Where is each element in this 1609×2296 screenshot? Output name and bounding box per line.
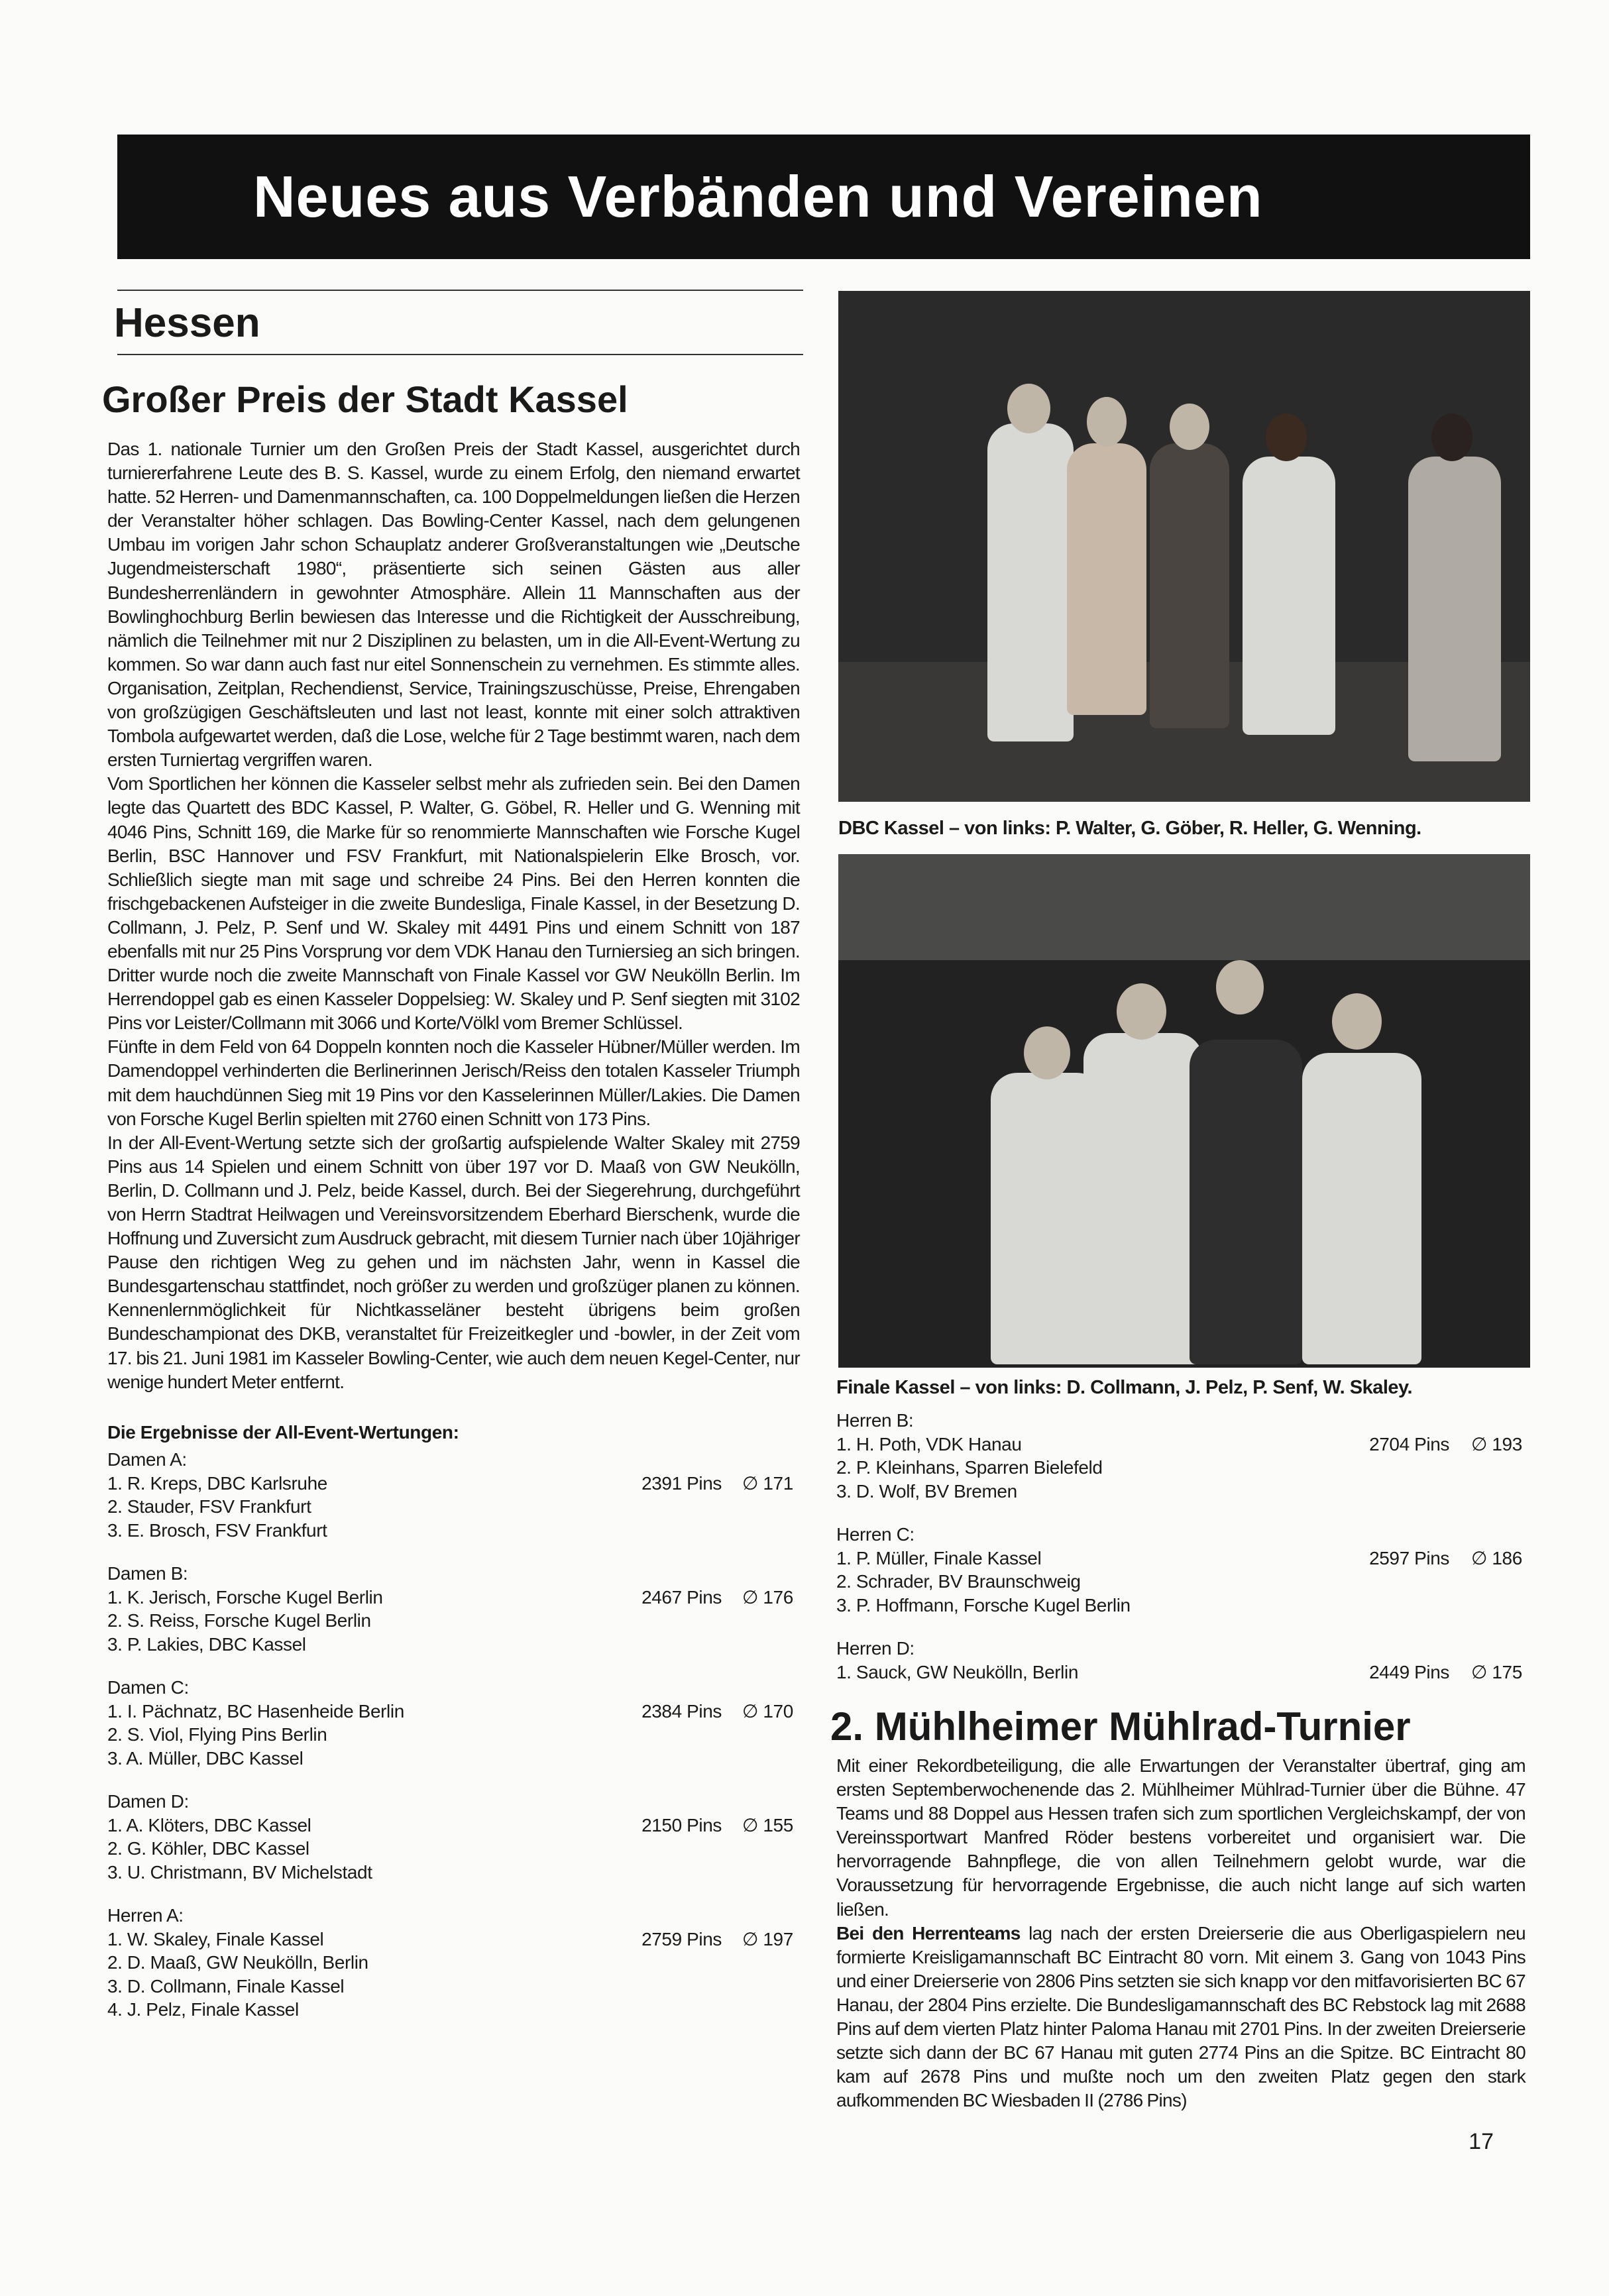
result-average: ∅ 186 — [1471, 1547, 1522, 1568]
result-average: ∅ 197 — [742, 1928, 793, 1949]
article-title: Großer Preis der Stadt Kassel — [102, 378, 628, 420]
result-name: 1. I. Pächnatz, BC Hasenheide Berlin — [107, 1700, 404, 1722]
result-group-label: Herren A: — [107, 1905, 184, 1926]
left-column — [102, 378, 800, 2042]
result-row — [836, 1456, 1526, 1480]
result-name: 3. E. Brosch, FSV Frankfurt — [107, 1519, 327, 1541]
result-pins: 2704 Pins — [1369, 1433, 1449, 1454]
result-average: ∅ 155 — [742, 1814, 793, 1835]
result-name: 4. J. Pelz, Finale Kassel — [107, 1999, 299, 2020]
result-row — [836, 1594, 1526, 1617]
result-row — [107, 1747, 800, 1771]
result-name: 3. P. Lakies, DBC Kassel — [107, 1633, 306, 1655]
result-name: 3. A. Müller, DBC Kassel — [107, 1747, 304, 1769]
result-pins: 2150 Pins — [641, 1814, 722, 1835]
result-name: 1. R. Kreps, DBC Karlsruhe — [107, 1472, 327, 1494]
result-name: 2. Schrader, BV Braunschweig — [836, 1571, 1081, 1592]
result-row — [107, 1495, 800, 1519]
result-group — [107, 1790, 800, 1884]
result-pins: 2597 Pins — [1369, 1547, 1449, 1568]
result-row — [836, 1433, 1526, 1456]
result-row — [107, 1633, 800, 1657]
paragraph: Mit einer Rekordbeteiligung, die alle Erwartungen der Veranstalter übertraf, ging am ersten Septemberwochenende das 2. Mühlheimer Mühlrad-Turnier über die Bühne. 47 Teams und 88 Doppel aus Hessen trafen sich zum sportlichen Vergleichskampf, der von Vereinssportwart Manfred Röder bestens vorbereitet und organisiert war. Die hervorragende Bahnpflege, die von allen Teilnehmern gelobt wurde, war die Voraussetzung für hervorragende Ergebnisse, die auch nicht lange auf sich warten ließen. — [836, 1755, 1526, 1920]
paragraph-text: lag nach der ersten Dreierserie die aus Oberligaspielern neu formierte Kreisligamannschaft BC Eintracht 80 vorn. Mit einem 3. Gang von 1043 Pins und einer Dreierserie von 2806 Pins setzten sie sich knapp vor den mitfavorisierten BC 67 Hanau, der 2804 Pins erzielte. Die Bundesligamannschaft des BC Rebstock lag mit 2688 Pins auf dem vierten Platz hinter Paloma Hanau mit 2701 Pins. In der zweiten Dreierserie setzte sich dann der BC 67 Hanau mit guten 2774 Pins an die Spitze. BC Eintracht 80 kam auf 2678 Pins und mußte noch um den zweiten Platz gegen den stark aufkommenden BC Wiesbaden II (2786 Pins) — [836, 1922, 1526, 2111]
divider — [117, 290, 803, 291]
result-group — [107, 1562, 800, 1656]
result-group-label: Herren B: — [836, 1410, 914, 1431]
result-row — [836, 1661, 1526, 1684]
result-pins: 2759 Pins — [641, 1928, 722, 1949]
result-row — [107, 1586, 800, 1610]
result-group — [107, 1904, 800, 2022]
result-row — [107, 1951, 800, 1975]
article-body — [836, 1754, 1526, 2112]
result-name: 3. P. Hoffmann, Forsche Kugel Berlin — [836, 1594, 1131, 1615]
result-name: 2. S. Viol, Flying Pins Berlin — [107, 1724, 327, 1745]
result-name: 1. Sauck, GW Neukölln, Berlin — [836, 1661, 1078, 1682]
result-row — [107, 1975, 800, 1998]
photo-caption: Finale Kassel – von links: D. Collmann, J. Pelz, P. Senf, W. Skaley. — [836, 1377, 1413, 1398]
results-right — [836, 1409, 1526, 1684]
result-row — [107, 1519, 800, 1543]
results-heading: Die Ergebnisse der All-Event-Wertungen: — [107, 1421, 459, 1443]
result-average: ∅ 193 — [1471, 1433, 1522, 1454]
result-average: ∅ 170 — [742, 1700, 793, 1722]
result-row — [836, 1570, 1526, 1594]
result-average: ∅ 175 — [1471, 1661, 1522, 1682]
results-left — [107, 1421, 800, 2022]
result-row — [107, 1837, 800, 1861]
result-group-label: Damen B: — [107, 1563, 188, 1584]
result-name: 3. D. Collmann, Finale Kassel — [107, 1975, 345, 1996]
result-row — [107, 1609, 800, 1633]
result-pins: 2384 Pins — [641, 1700, 722, 1722]
result-group-label: Damen A: — [107, 1449, 187, 1470]
result-row — [107, 1998, 800, 2022]
paragraph — [836, 1922, 1526, 2113]
result-row — [107, 1928, 800, 1951]
result-name: 1. W. Skaley, Finale Kassel — [107, 1928, 324, 1949]
result-name: 1. K. Jerisch, Forsche Kugel Berlin — [107, 1586, 383, 1608]
divider — [117, 354, 803, 355]
result-row — [836, 1480, 1526, 1503]
result-pins: 2449 Pins — [1369, 1661, 1449, 1682]
result-row — [107, 1861, 800, 1885]
result-average: ∅ 171 — [742, 1472, 793, 1494]
result-name: 1. P. Müller, Finale Kassel — [836, 1547, 1042, 1568]
result-name: 3. U. Christmann, BV Michelstadt — [107, 1861, 372, 1883]
result-group-label: Damen C: — [107, 1677, 189, 1698]
result-group — [836, 1523, 1526, 1617]
result-row — [836, 1547, 1526, 1570]
result-name: 2. D. Maaß, GW Neukölln, Berlin — [107, 1952, 368, 1973]
team-photo-men — [838, 854, 1530, 1368]
page-number: 17 — [1469, 2129, 1494, 2155]
result-group — [107, 1676, 800, 1770]
result-name: 1. A. Klöters, DBC Kassel — [107, 1814, 311, 1835]
paragraph: Das 1. nationale Turnier um den Großen Preis der Stadt Kassel, ausgerichtet durch turniererfahrene Leute des B. S. Kassel, wurde zu einem Erfolg, den niemand erwartet hatte. 52 Herren- und Damenmannschaften, ca. 100 Doppelmeldungen ließen die Herzen der Veranstalter höher schlagen. Das Bowling-Center Kassel, nach dem gelungenen Umbau im vorigen Jahr schon Schauplatz anderer Großveranstaltungen wie „Deutsche Jugendmeisterschaft 1980“, präsentierte sich seinen Gästen aus aller Bundesherrenländern in gewohnter Atmosphäre. Allein 11 Mannschaften aus der Bowlinghochburg Berlin bewiesen das Interesse und die Richtigkeit der Ausschreibung, nämlich die Teilnehmer mit nur 2 Disziplinen zu belasten, um in die All-Event-Wertung zu kommen. So war dann auch fast nur eitel Sonnenschein zu vernehmen. Es stimmte alles. Organisation, Zeitplan, Rechendienst, Service, Trainingszuschüsse, Preise, Ehrengaben von großzügigen Geschäftsleuten und last not least, konnte mit einer solch attraktiven Tombola aufgewartet werden, daß die Lose, welche für 2 Tage bestimmt waren, nach dem ersten Turniertag vergriffen waren. — [107, 439, 800, 771]
result-name: 2. S. Reiss, Forsche Kugel Berlin — [107, 1610, 371, 1631]
result-group — [107, 1448, 800, 1542]
result-name: 1. H. Poth, VDK Hanau — [836, 1433, 1022, 1454]
result-name: 3. D. Wolf, BV Bremen — [836, 1480, 1017, 1502]
banner-title: Neues aus Verbänden und Vereinen — [253, 164, 1263, 229]
article-body — [107, 437, 800, 1394]
result-group-label: Herren D: — [836, 1638, 915, 1659]
result-average: ∅ 176 — [742, 1586, 793, 1608]
result-name: 2. G. Köhler, DBC Kassel — [107, 1838, 309, 1859]
result-name: 2. P. Kleinhans, Sparren Bielefeld — [836, 1457, 1103, 1478]
paragraph: Vom Sportlichen her können die Kasseler selbst mehr als zufrieden sein. Bei den Damen legte das Quartett des BDC Kassel, P. Walter, G. Göbel, R. Heller und G. Wenning mit 4046 Pins, Schnitt 169, die Marke für so renommierte Mannschaften wie Forsche Kugel Berlin, BSC Hannover und FSV Frankfurt, mit Nationalspielerin Elke Brosch, vor. Schließlich siegte man mit sage und schreibe 24 Pins. Bei den Herren konnten die frischgebackenen Aufsteiger in die zweite Bundesliga, Finale Kassel, in der Besetzung D. Collmann, J. Pelz, P. Senf und W. Skaley mit 4491 Pins und einem Schnitt von 187 ebenfalls mit nur 25 Pins Vorsprung vor dem VDK Hanau den Turniersieg an sich bringen. Dritter wurde noch die zweite Mannschaft von Finale Kassel vor GW Neukölln Berlin. Im Herrendoppel gab es einen Kasseler Doppelsieg: W. Skaley und P. Senf siegten mit 3102 Pins vor Leister/Collmann mit 3066 und Korte/Völkl vom Bremer Schlüssel. — [107, 773, 800, 1034]
result-pins: 2391 Pins — [641, 1472, 722, 1494]
result-row — [107, 1723, 800, 1747]
result-group — [836, 1409, 1526, 1503]
photo-caption: DBC Kassel – von links: P. Walter, G. Göber, R. Heller, G. Wenning. — [838, 818, 1421, 839]
result-pins: 2467 Pins — [641, 1586, 722, 1608]
paragraph: Fünfte in dem Feld von 64 Doppeln konnten noch die Kasseler Hübner/Müller werden. Im Damendoppel verhinderten die Berlinerinnen Jerisch/Reiss den totalen Kasseler Triumph mit dem hauchdünnen Sieg mit 19 Pins vor den Kasselerinnen Müller/Lakies. Die Damen von Forsche Kugel Berlin spielten mit 2760 einen Schnitt von 173 Pins. — [107, 1036, 800, 1129]
paragraph-lead: Bei den Herrenteams — [836, 1922, 1021, 1943]
right-column — [830, 1376, 1526, 2155]
paragraph: In der All-Event-Wertung setzte sich der großartig aufspielende Walter Skaley mit 2759 Pins aus 14 Spielen und einem Schnitt von über 197 vor D. Maaß von GW Neukölln, Berlin, D. Collmann und J. Pelz, beide Kassel, durch. Bei der Siegerehrung, durchgeführt von Herrn Stadtrat Heilwagen und Vereinsvorsitzendem Eberhard Bierschenk, wurde die Hoffnung und Zuversicht zum Ausdruck gebracht, mit diesem Turnier nach über 10jähriger Pause den richtigen Weg zu gehen und im nächsten Jahr, wenn in Kassel die Bundesgartenschau stattfindet, noch größer zu werden und großzüger planen zu können. Kennenlernmöglichkeit für Nichtkasseläner besteht übrigens beim großen Bundeschampionat des DKB, veranstaltet für Freizeitkegler und -bowler, in der Zeit vom 17. bis 21. Juni 1981 im Kasseler Bowling-Center, wie auch dem neuen Kegel-Center, nur wenige hundert Meter entfernt. — [107, 1132, 800, 1392]
result-group-label: Damen D: — [107, 1791, 189, 1812]
result-name: 2. Stauder, FSV Frankfurt — [107, 1496, 311, 1517]
result-group — [836, 1637, 1526, 1684]
result-row — [107, 1814, 800, 1837]
result-row — [107, 1700, 800, 1723]
result-row — [107, 1472, 800, 1496]
region-heading: Hessen — [114, 300, 260, 346]
result-group-label: Herren C: — [836, 1524, 915, 1545]
team-photo-women — [838, 291, 1530, 802]
section-banner — [117, 135, 1530, 259]
article-title: 2. Mühlheimer Mühlrad-Turnier — [830, 1704, 1411, 1749]
